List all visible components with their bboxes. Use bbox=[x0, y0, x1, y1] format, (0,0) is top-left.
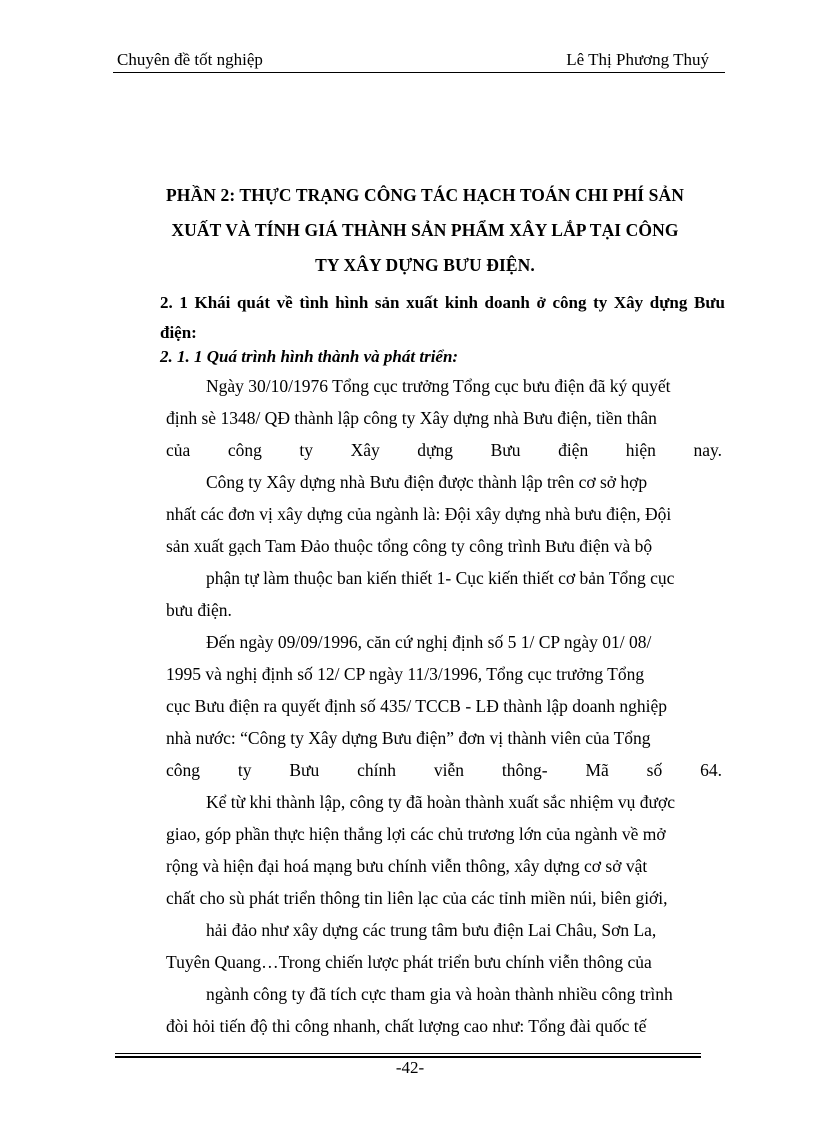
body-line: Kể từ khi thành lập, công ty đã hoàn thành xuất sắc nhiệm vụ được bbox=[206, 792, 676, 812]
subsection-heading: 2. 1. 1 Quá trình hình thành và phát triển: bbox=[160, 347, 459, 366]
body-line: Ngày 30/10/1976 Tổng cục trưởng Tổng cục bưu điện đã ký quyết bbox=[206, 376, 671, 396]
body-line: bưu điện. bbox=[166, 600, 232, 620]
part-title-line-3: TY XÂY DỰNG BƯU ĐIỆN. bbox=[315, 255, 535, 275]
header-rule bbox=[113, 72, 725, 73]
body-line: sản xuất gạch Tam Đảo thuộc tổng công ty công trình Bưu điện và bộ bbox=[166, 536, 653, 556]
body-line: nhất các đơn vị xây dựng của ngành là: Đội xây dựng nhà bưu điện, Đội bbox=[166, 504, 672, 524]
justified-word: Xây bbox=[350, 440, 380, 460]
body-line: nhà nước: “Công ty Xây dựng Bưu điện” đơn vị thành viên của Tổng bbox=[166, 728, 651, 748]
body-line: ngành công ty đã tích cực tham gia và hoàn thành nhiều công trình bbox=[206, 984, 673, 1004]
header-document-type: Chuyên đề tốt nghiệp bbox=[117, 50, 263, 69]
justified-word: của bbox=[166, 440, 191, 460]
justified-word: điện bbox=[558, 440, 589, 460]
section-heading: 2. 1 Khái quát về tình hình sản xuất kinh doanh ở công ty Xây dựng Bưu điện: bbox=[160, 293, 725, 342]
justified-word: hiện bbox=[625, 440, 656, 460]
justified-word: công bbox=[166, 760, 201, 780]
justified-word: ty bbox=[299, 440, 314, 460]
part-title-line-1: PHẦN 2: THỰC TRẠNG CÔNG TÁC HẠCH TOÁN CHI PHÍ SẢN bbox=[166, 185, 684, 205]
justified-word: Mã bbox=[585, 760, 609, 780]
body-line: cục Bưu điện ra quyết định số 435/ TCCB - LĐ thành lập doanh nghiệp bbox=[166, 696, 668, 716]
body-line: Tuyên Quang…Trong chiến lược phát triển bưu chính viễn thông của bbox=[166, 952, 652, 972]
justified-word: 64. bbox=[700, 760, 722, 780]
body-line: giao, góp phần thực hiện thắng lợi các chủ trương lớn của ngành về mở bbox=[166, 824, 666, 844]
page-header bbox=[113, 48, 725, 74]
footer-rule bbox=[115, 1053, 701, 1054]
body-line: chất cho sù phát triển thông tin liên lạc của các tỉnh miền núi, biên giới, bbox=[166, 888, 668, 908]
justified-word: Bưu bbox=[490, 440, 521, 460]
justified-word: thông- bbox=[501, 760, 548, 780]
body-line: Công ty Xây dựng nhà Bưu điện được thành lập trên cơ sở hợp bbox=[206, 472, 648, 492]
body-line-justified bbox=[166, 438, 722, 462]
body-line-justified bbox=[166, 758, 722, 782]
body-line: định sè 1348/ QĐ thành lập công ty Xây dựng nhà Bưu điện, tiền thân bbox=[166, 408, 657, 428]
justified-word: số bbox=[646, 760, 663, 780]
part-title bbox=[140, 178, 710, 283]
justified-word: Bưu bbox=[289, 760, 320, 780]
body-line: Đến ngày 09/09/1996, căn cứ nghị định số 5 1/ CP ngày 01/ 08/ bbox=[206, 632, 652, 652]
justified-word: nay. bbox=[693, 440, 722, 460]
page-number: -42- bbox=[395, 1058, 425, 1077]
justified-word: ty bbox=[237, 760, 252, 780]
part-title-line-2: XUẤT VÀ TÍNH GIÁ THÀNH SẢN PHẨM XÂY LẮP TẠI CÔNG bbox=[171, 220, 679, 240]
header-author: Lê Thị Phương Thuý bbox=[566, 50, 709, 69]
body-line: 1995 và nghị định số 12/ CP ngày 11/3/1996, Tổng cục trưởng Tổng bbox=[166, 664, 645, 684]
body-line: hải đảo như xây dựng các trung tâm bưu điện Lai Châu, Sơn La, bbox=[206, 920, 657, 940]
justified-word: chính bbox=[357, 760, 397, 780]
body-line: rộng và hiện đại hoá mạng bưu chính viễn thông, xây dựng cơ sở vật bbox=[166, 856, 648, 876]
justified-word: viễn bbox=[433, 760, 465, 780]
justified-word: dựng bbox=[417, 440, 454, 460]
justified-word: công bbox=[227, 440, 262, 460]
body-line: phận tự làm thuộc ban kiến thiết 1- Cục kiến thiết cơ bản Tổng cục bbox=[206, 568, 675, 588]
body-line: đòi hỏi tiến độ thi công nhanh, chất lượng cao như: Tổng đài quốc tế bbox=[166, 1016, 647, 1036]
